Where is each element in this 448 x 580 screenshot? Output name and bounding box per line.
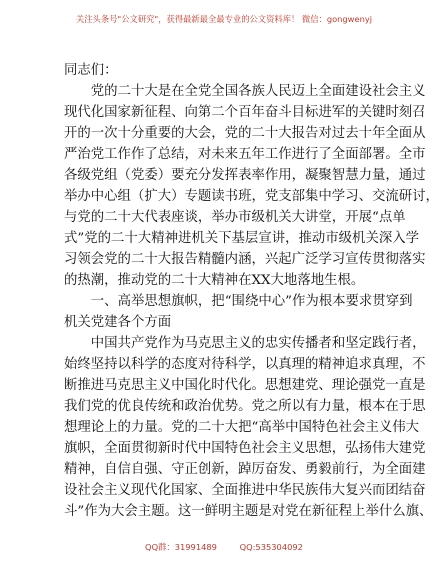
header-notice: 关注头条号"公文研究"，获得最新最全最专业的公文资料库！ 微信：gongwenyj	[75, 14, 373, 24]
text-line: 我们党的优良传统和政治优势。党之所以有力量，根本在于思	[64, 399, 426, 414]
text-line: 想理论上的力量。党的二十大把“高举中国特色社会主义伟大	[64, 420, 419, 435]
text-line: 式”党的二十大精神进机关下基层宣讲，推动市级机关深入学	[64, 231, 419, 246]
text-line: 精神，自信自强、守正创新，踔厉奋发、勇毅前行，为全面建	[64, 462, 426, 477]
footer-qq: QQ:535304092	[239, 542, 303, 552]
salutation: 同志们：	[64, 63, 118, 78]
text-line: 始终坚持以科学的态度对待科学，以真理的精神追求真理，不	[64, 357, 426, 372]
text-line: 斗”作为大会主题。这一鲜明主题是对党在新征程上举什么旗、	[64, 504, 433, 519]
text-line: 现代化国家新征程、向第二个百年奋斗目标进军的关键时刻召	[64, 105, 426, 120]
footer-contact	[0, 542, 448, 553]
text-line: 举办中心组（扩大）专题读书班，党支部集中学习、交流研讨，	[64, 189, 439, 204]
text-line: 中国共产党作为马克思主义的忠实传播者和坚定践行者，	[90, 336, 426, 351]
text-line: 与党的二十大代表座谈，举办市级机关大讲堂，开展“点单	[64, 210, 406, 225]
text-line: 断推进马克思主义中国化时代化。思想建党、理论强党一直是	[64, 378, 426, 393]
section-heading-1	[64, 291, 413, 333]
text-line: 设社会主义现代化国家、全面推进中华民族伟大复兴而团结奋	[64, 483, 426, 498]
paragraph-2	[64, 333, 433, 522]
footer-qq-group: QQ群：31991489	[145, 542, 217, 552]
paragraph-1	[64, 81, 439, 291]
text-line: 严治党工作作了总结，对未来五年工作进行了全面部署。全市	[64, 147, 426, 162]
text-line: 党的二十大是在全党全国各族人民迈上全面建设社会主义	[90, 84, 426, 99]
text-line: 各级党组（党委）要充分发挥表率作用，凝聚智慧力量，通过	[64, 168, 426, 183]
text-line: 习领会党的二十大报告精髓内涵，兴起广泛学习宣传贯彻落实	[64, 252, 426, 267]
text-line: 的热潮，推动党的二十大精神在XX大地落地生根。	[64, 273, 365, 288]
document-body	[64, 60, 439, 522]
heading-line: 一、高举思想旗帜，把“围绕中心”作为根本要求贯穿到	[90, 294, 413, 309]
text-line: 旗帜，全面贯彻新时代中国特色社会主义思想，弘扬伟大建党	[64, 441, 426, 456]
heading-line: 机关党建各个方面	[64, 315, 172, 330]
text-line: 开的一次十分重要的大会，党的二十大报告对过去十年全面从	[64, 126, 426, 141]
